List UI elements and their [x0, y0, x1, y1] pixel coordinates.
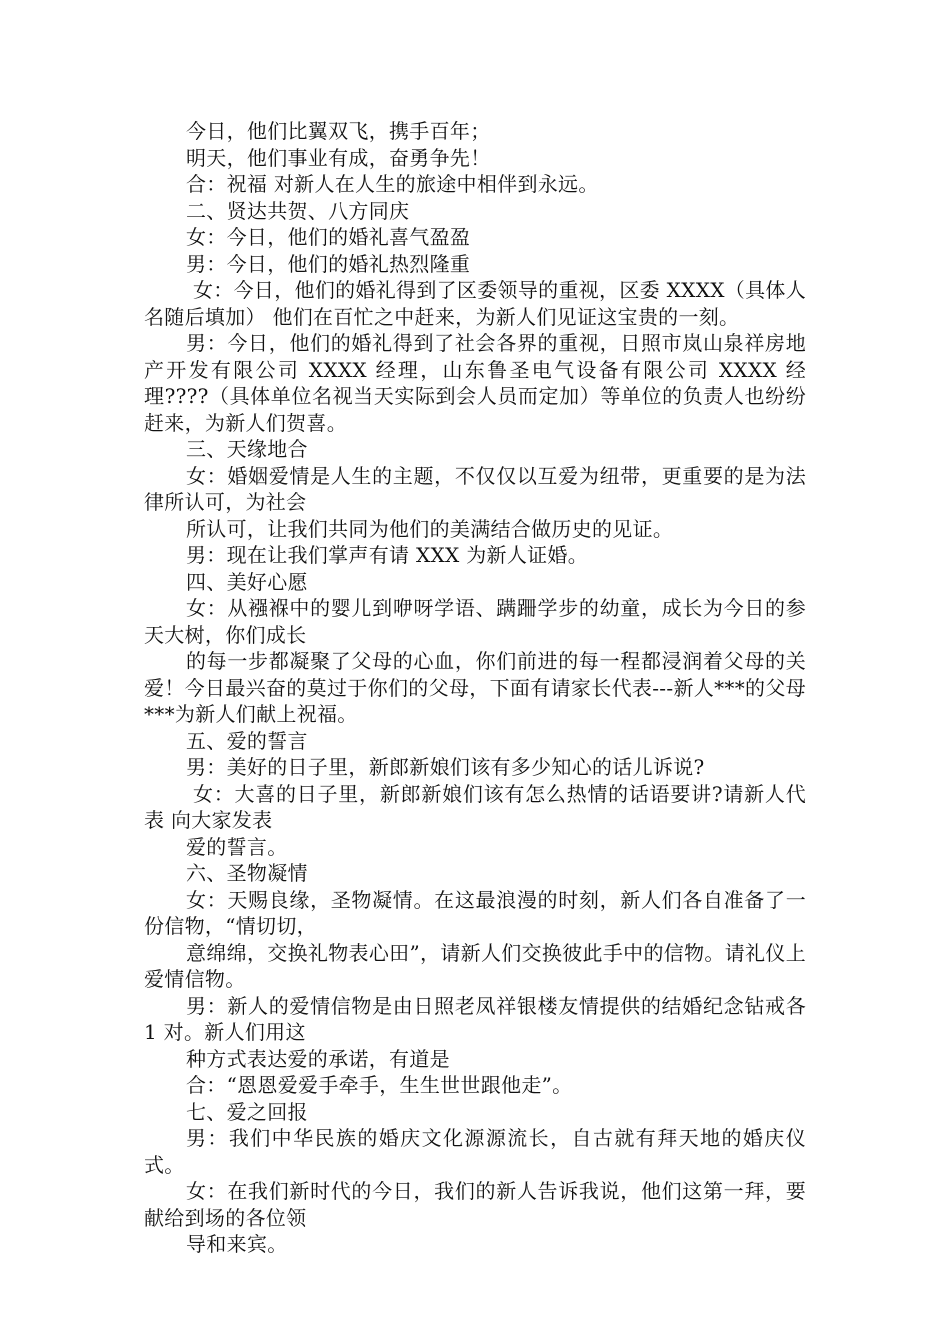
- section-heading: 三、天缘地合: [186, 437, 308, 461]
- paragraph: 女：大喜的日子里，新郎新娘们该有怎么热情的话语要讲?请新人代表 向大家发表: [144, 781, 806, 832]
- paragraph: 明天，他们事业有成，奋勇争先！: [186, 145, 491, 170]
- paragraph: 女：今日，他们的婚礼喜气盈盈: [186, 225, 471, 249]
- paragraph: 男：今日，他们的婚礼热烈隆重: [186, 251, 471, 276]
- paragraph: 女：从襁褓中的婴儿到咿呀学语、蹒跚学步的幼童，成长为今日的参天大树，你们成长: [144, 596, 806, 647]
- paragraph: 男：现在让我们掌声有请 XXX 为新人证婚。: [186, 543, 589, 567]
- section-heading: 六、圣物凝情: [186, 861, 308, 885]
- paragraph: 女：在我们新时代的今日，我们的新人告诉我说，他们这第一拜，要献给到场的各位领: [144, 1179, 806, 1230]
- paragraph: 男：新人的爱情信物是由日照老凤祥银楼友情提供的结婚纪念钻戒各 1 对。新人们用这: [144, 993, 806, 1044]
- section-heading: 二、贤达共贺、八方同庆: [186, 198, 410, 223]
- paragraph: 男：美好的日子里，新郎新娘们该有多少知心的话儿诉说?: [186, 755, 705, 779]
- document-body: [144, 118, 806, 1258]
- section-heading: 五、爱的誓言: [186, 728, 308, 753]
- paragraph: 爱的誓言。: [186, 834, 288, 859]
- paragraph: 意绵绵，交换礼物表心田”，请新人们交换彼此手中的信物。请礼仪上爱情信物。: [144, 940, 806, 991]
- section-heading: 七、爱之回报: [186, 1099, 308, 1124]
- paragraph: 导和来宾。: [186, 1232, 288, 1256]
- paragraph: 女：天赐良缘，圣物凝情。在这最浪漫的时刻，新人们各自准备了一份信物，“情切切，: [144, 887, 806, 938]
- paragraph: 女：今日，他们的婚礼得到了区委领导的重视，区委 XXXX（具体人名随后填加） 他们在百忙之中赶来，为新人们见证这宝贵的一刻。: [144, 278, 806, 329]
- paragraph: 所认可，让我们共同为他们的美满结合做历史的见证。: [186, 516, 674, 541]
- paragraph: 种方式表达爱的承诺，有道是: [186, 1046, 450, 1071]
- paragraph: 合：“恩恩爱爱手牵手，生生世世跟他走”。: [186, 1073, 573, 1097]
- paragraph: 女：婚姻爱情是人生的主题，不仅仅以互爱为纽带，更重要的是为法律所认可，为社会: [144, 463, 806, 514]
- section-heading: 四、美好心愿: [186, 569, 308, 594]
- paragraph: 的每一步都凝聚了父母的心血，你们前进的每一程都浸润着父母的关爱！今日最兴奋的莫过于你们的父母，下面有请家长代表---新人***的父母***为新人们献上祝福。: [144, 649, 806, 726]
- paragraph: 男：我们中华民族的婚庆文化源源流长，自古就有拜天地的婚庆仪式。: [144, 1126, 806, 1177]
- paragraph: 合：祝福 对新人在人生的旅途中相伴到永远。: [186, 172, 599, 196]
- paragraph: 今日，他们比翼双飞，携手百年；: [186, 119, 491, 143]
- paragraph: 男：今日，他们的婚礼得到了社会各界的重视，日照市岚山泉祥房地产开发有限公司 XXXX 经理，山东鲁圣电气设备有限公司 XXXX 经理????（具体单位名视当天实际到会人员而定加）等单位的负责人也纷纷赶来，为新人们贺喜。: [144, 331, 806, 435]
